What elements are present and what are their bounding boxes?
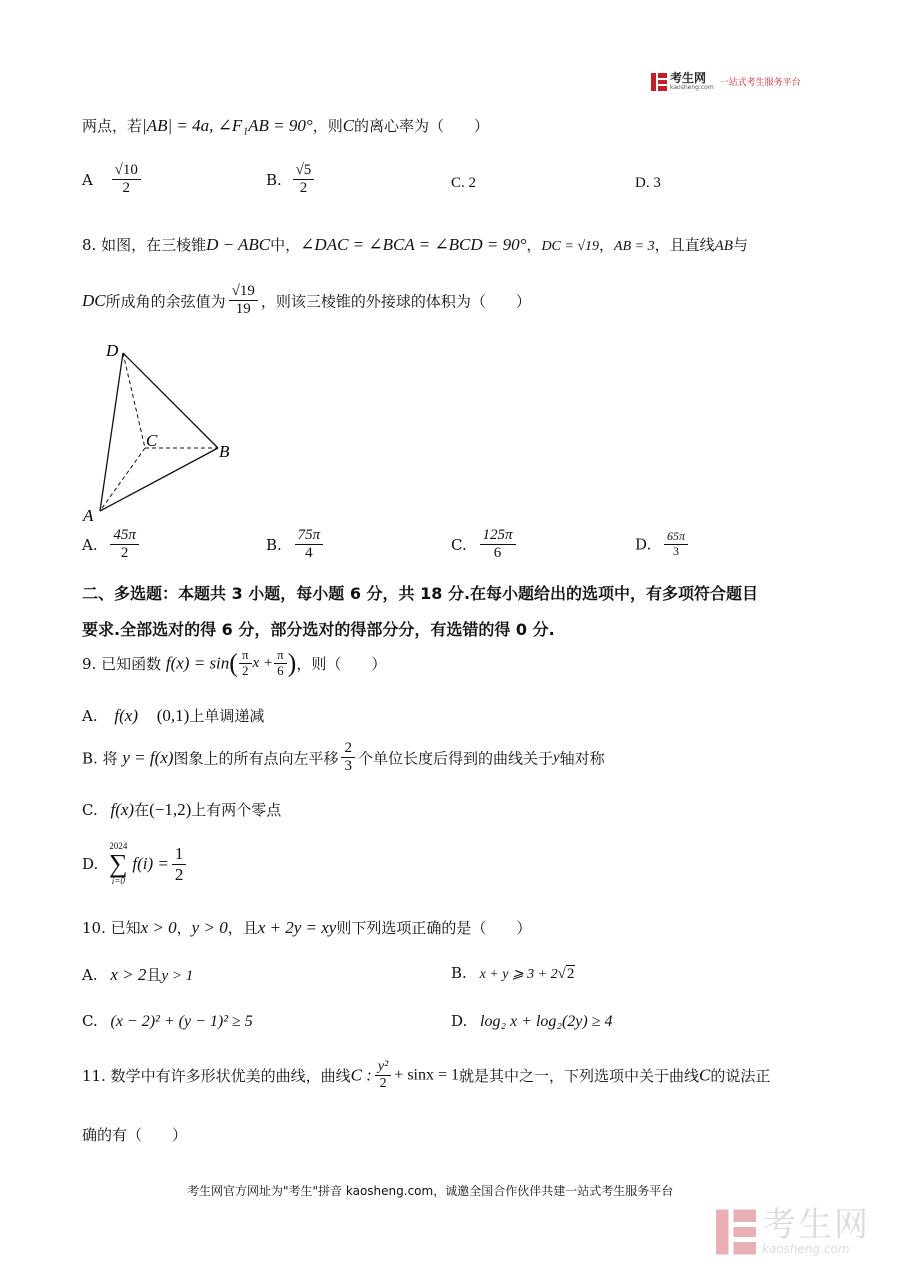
- edge-da: [100, 353, 123, 511]
- q11-stem-line2: 确的有（ ）: [82, 1126, 188, 1144]
- q7-option-c[interactable]: C. 2: [451, 175, 477, 191]
- q7-option-b[interactable]: B. $\frac{√5}{2}$: [266, 162, 317, 198]
- q7-option-d[interactable]: D. 3: [635, 175, 661, 191]
- q9-stem: 9. 已知函数 f(x) = sin( $\frac{\pi}{2}$ x + $\frac{\pi}{6}$ )，则（ ）: [82, 647, 387, 678]
- kaosheng-logo-icon: [651, 73, 667, 91]
- watermark-name: 考生网: [762, 1205, 870, 1245]
- q8-stem-line1: 8. 如图，在三棱锥D − ABC中，∠DAC = ∠BCA = ∠BCD = 90°，DC = √19，AB = 3，且直线AB与: [82, 235, 748, 254]
- section-2-heading-line1: 二、多选题：本题共 3 小题，每小题 6 分，共 18 分.在每小题给出的选项中，有多项符合题目: [82, 584, 759, 603]
- logo-domain: kaosheng.com: [670, 84, 714, 91]
- edge-ca: [100, 448, 145, 511]
- label-c: C: [146, 431, 158, 450]
- q10-option-d[interactable]: D. log₂ x + log₂(2y) ≥ 4: [451, 1012, 613, 1030]
- edge-dc: [123, 353, 145, 448]
- kaosheng-watermark-icon: [716, 1208, 756, 1256]
- watermark-logo: [716, 1205, 870, 1256]
- q10-option-c[interactable]: C. (x − 2)² + (y − 1)² ≥ 5: [82, 1012, 253, 1030]
- q8-option-b[interactable]: B. $\frac{75\pi}{4}$: [266, 527, 326, 563]
- q10-option-b[interactable]: B. x + y ⩾ 3 + 2√2: [451, 964, 575, 982]
- q8-option-d[interactable]: D. $\frac{65\pi}{3}$: [635, 530, 691, 559]
- q7-option-a[interactable]: A $\frac{√10}{2}$: [82, 162, 144, 198]
- label-b: B: [219, 442, 230, 461]
- label-d: D: [106, 341, 119, 360]
- q9-option-c[interactable]: C. f(x)在(−1,2)上有两个零点: [82, 800, 282, 819]
- q11-stem-line1: 11. 数学中有许多形状优美的曲线，曲线C : $\frac{\text{y²}}{2}$ + sinx = 1就是其中之一，下列选项中关于曲线C的说法正: [82, 1059, 771, 1092]
- q9-option-b[interactable]: B. 将 y = f(x)图象上的所有点向左平移 $\frac{2}{3}$ 个单位长度后得到的曲线关于y轴对称: [82, 740, 605, 775]
- q7-stem-tail: 两点，若|AB| = 4a, ∠F₁AB = 90°，则C的离心率为（ ）: [82, 116, 490, 135]
- q8-option-c[interactable]: C. $\frac{125\pi}{6}$: [451, 527, 519, 563]
- section-2-heading-line2: 要求.全部选对的得 6 分，部分选对的得部分分，有选错的得 0 分.: [82, 620, 555, 639]
- q8-stem-line2: DC所成角的余弦值为 $\frac{√19}{19}$ ，则该三棱锥的外接球的体积为（ ）: [82, 283, 531, 318]
- footer-text: 考生网官方网址为"考生"拼音 kaosheng.com，诚邀全国合作伙伴共建一站式考生服务平台: [187, 1184, 674, 1198]
- logo-name: 考生网: [670, 71, 707, 85]
- edge-db: [123, 353, 218, 448]
- label-a: A: [83, 506, 94, 525]
- q9-option-d[interactable]: D. 2024 ∑ i=0 f(i) = $\frac{1}{2}$: [82, 842, 189, 886]
- q8-option-a[interactable]: A. $\frac{45\pi}{2}$: [82, 527, 142, 563]
- header-logo[interactable]: [651, 72, 801, 91]
- tetrahedron-figure: [80, 338, 240, 528]
- watermark-domain: kaosheng.com: [762, 1242, 850, 1256]
- q10-stem: 10. 已知x > 0，y > 0，且x + 2y = xy则下列选项正确的是（ ）: [82, 918, 532, 937]
- q10-option-a[interactable]: A. x > 2且y > 1: [82, 965, 194, 984]
- edge-ab: [100, 448, 218, 511]
- logo-tagline: 一站式考生服务平台: [719, 78, 801, 88]
- q9-option-a[interactable]: A. f(x) (0,1)上单调递减: [82, 706, 265, 725]
